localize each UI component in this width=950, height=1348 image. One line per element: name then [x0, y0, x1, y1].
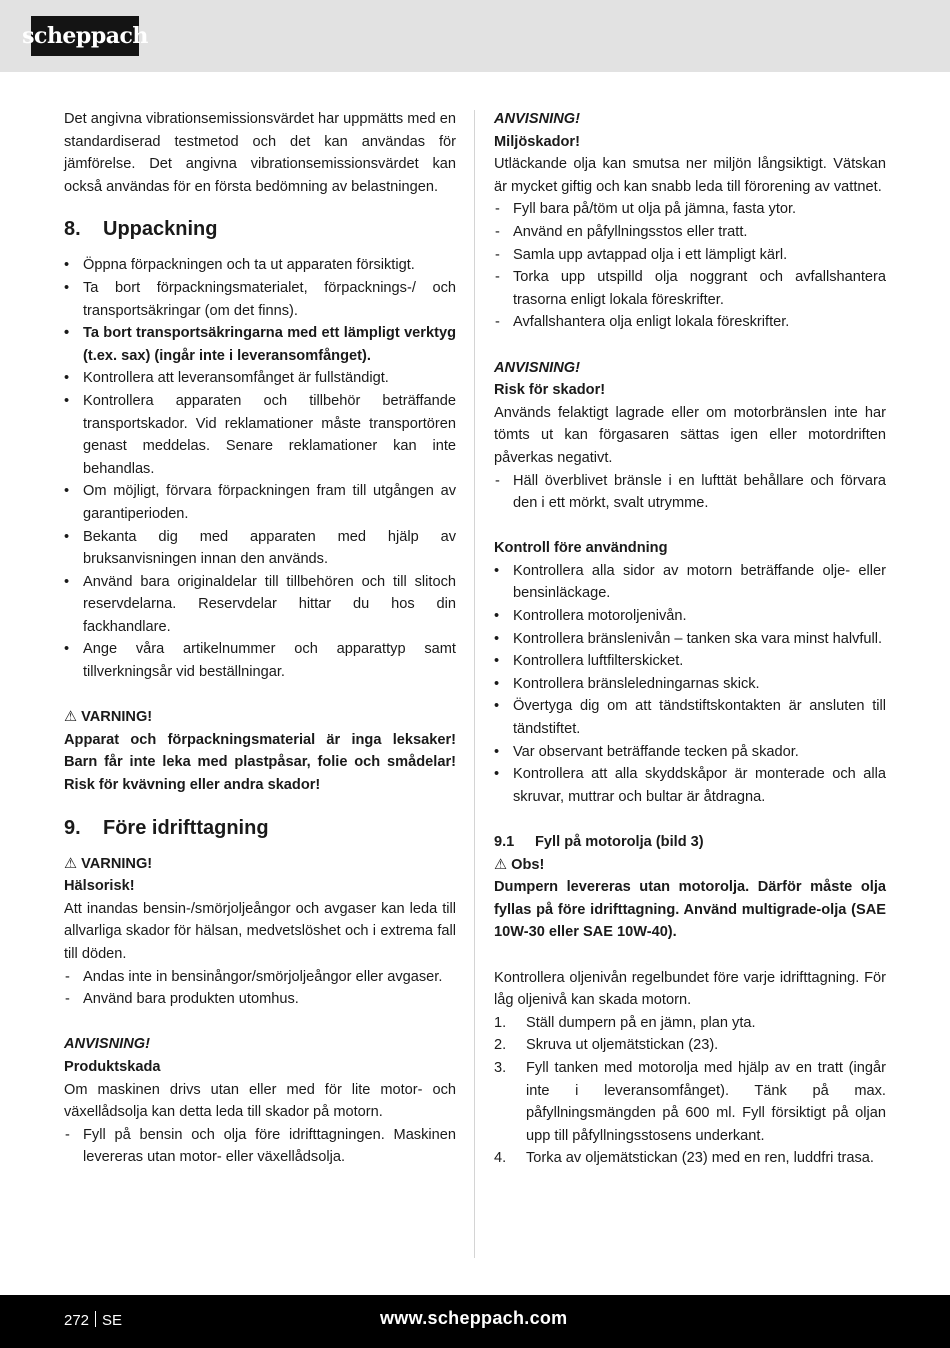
list-item: • Kontrollera att leveransomfånget är fullständigt.	[64, 367, 456, 390]
section-number: 8.	[64, 218, 81, 241]
page-header	[0, 0, 950, 72]
unpacking-list	[64, 254, 456, 683]
list-item: • Kontrollera motoroljenivån.	[494, 605, 886, 628]
notice-subtitle: Risk för skador!	[494, 382, 606, 399]
list-item: • Kontrollera luftfilterskicket.	[494, 650, 886, 673]
notice-body: Om maskinen drivs utan eller med för lite motor- och växellådsolja kan detta leda till skador på motorn.	[64, 1081, 456, 1121]
list-item: • Övertyga dig om att tändstiftskontakten är ansluten till tändstiftet.	[494, 695, 886, 740]
oil-check-paragraph: Kontrollera oljenivån regelbundet före varje idrifttagning. För låg oljenivå kan skada motorn.	[494, 969, 886, 1009]
list-item: • Öppna förpackningen och ta ut apparaten försiktigt.	[64, 254, 456, 277]
notice-title: ANVISNING!	[64, 1036, 150, 1053]
list-item: • Ta bort transportsäkringarna med ett lämpligt verktyg (t.ex. sax) (ingår inte i leveransomfånget).	[64, 322, 456, 367]
section-title: Uppackning	[103, 218, 218, 241]
column-divider	[474, 110, 475, 1258]
step-item	[494, 1147, 886, 1170]
list-item: • Använd bara originaldelar till tillbehören och till slitoch reservdelarna. Reservdelar hittar du hos din fackhandlare.	[64, 571, 456, 639]
section-9-heading	[64, 813, 456, 843]
oil-fill-steps	[494, 1012, 886, 1170]
list-item: - Andas inte in bensinångor/smörjoljeångor eller avgaser.	[64, 966, 456, 989]
section-8-heading	[64, 214, 456, 244]
step-text: Ställ dumpern på en jämn, plan yta.	[526, 1014, 756, 1031]
warning-subtitle: Hälsorisk!	[64, 878, 135, 895]
notice-subtitle: Miljöskador!	[494, 133, 580, 150]
list-item: - Fyll på bensin och olja före idrifttagningen. Maskinen levereras utan motor- eller växellådsolja.	[64, 1124, 456, 1169]
obs-title: Obs!	[511, 856, 545, 873]
page-footer	[0, 1295, 950, 1348]
list-item: - Använd bara produkten utomhus.	[64, 988, 456, 1011]
notice-subtitle: Produktskada	[64, 1058, 161, 1075]
step-text: Fyll tanken med motorolja med hjälp av en tratt (ingår inte i leveransomfånget). Tänk på max. påfyllningsmängden på 600 ml. Fyll försiktigt på oljan upp till påfyllningsstosens underkant.	[526, 1059, 886, 1144]
notice-title: ANVISNING!	[494, 359, 580, 376]
list-item: - Avfallshantera olja enligt lokala föreskrifter.	[494, 311, 886, 334]
list-item: • Kontrollera bränsleledningarnas skick.	[494, 673, 886, 696]
intro-paragraph: Det angivna vibrationsemissionsvärdet har uppmätts med en standardiserad testmetod och det kan användas för jämförelse. Det angivna vibrationsemissionsvärdet kan också användas för en första bedömning av belastningen.	[64, 111, 456, 195]
notice-list	[494, 470, 886, 515]
list-item: • Var observant beträffande tecken på skador.	[494, 741, 886, 764]
notice-title: ANVISNING!	[494, 111, 580, 127]
notice-list	[494, 198, 886, 334]
warning-body: Att inandas bensin-/smörjoljeångor och avgaser kan leda till allvarliga skador för hälsan, medvetslöshet och i extrema fall till döden.	[64, 900, 456, 962]
step-number: 2.	[494, 1037, 507, 1054]
check-list	[494, 560, 886, 809]
warning-triangle-icon: ⚠	[64, 855, 78, 872]
warning-title: VARNING!	[81, 855, 153, 872]
list-item: • Kontrollera att alla skyddskåpor är monterade och alla skruvar, muttrar och bultar är åtdragna.	[494, 763, 886, 808]
list-item: • Ange våra artikelnummer och apparattyp samt tillverkningsår vid beställningar.	[64, 638, 456, 683]
warning-title: VARNING!	[81, 709, 153, 726]
language-code: SE	[102, 1312, 123, 1329]
warning-list	[64, 966, 456, 1011]
list-item: • Om möjligt, förvara förpackningen fram till utgången av garantiperioden.	[64, 480, 456, 525]
page-number-value: 272	[64, 1312, 90, 1329]
notice-body: Utläckande olja kan smutsa ner miljön långsiktigt. Vätskan är mycket giftig och kan snabb leda till förorening av vattnet.	[494, 156, 886, 195]
section-title: Före idrifttagning	[103, 816, 269, 839]
step-text: Torka av oljemätstickan (23) med en ren, luddfri trasa.	[526, 1150, 874, 1167]
list-item: • Kontrollera alla sidor av motorn beträffande olje- eller bensinläckage.	[494, 560, 886, 605]
warning-heading	[64, 853, 456, 876]
step-number: 4.	[494, 1150, 507, 1167]
step-item	[494, 1034, 886, 1057]
step-item	[494, 1012, 886, 1035]
step-item	[494, 1057, 886, 1147]
section-title: Fyll på motorolja (bild 3)	[535, 834, 704, 850]
left-column	[64, 108, 456, 1169]
section-9-1-heading	[494, 831, 886, 854]
notice-list	[64, 1124, 456, 1169]
brand-logo: scheppach	[31, 16, 139, 56]
notice-body: Används felaktigt lagrade eller om motorbränslen inte har tömts ut kan förgasaren sättas igen eller motordriften påverkas negativt.	[494, 404, 886, 466]
section-number: 9.	[64, 816, 81, 839]
obs-text: Dumpern levereras utan motorolja. Därför måste olja fyllas på före idrifttagning. Använd multigrade-olja (SAE 10W-30 eller SAE 10W-40).	[494, 879, 886, 941]
list-item: - Fyll bara på/töm ut olja på jämna, fasta ytor.	[494, 198, 886, 221]
list-item: • Kontrollera apparaten och tillbehör beträffande transportskador. Vid reklamationer måste transportören genast meddelas. Senare reklamationer kan inte behandlas.	[64, 390, 456, 480]
list-item: • Ta bort förpackningsmaterialet, förpacknings-/ och transportsäkringar (om det finns).	[64, 277, 456, 322]
warning-triangle-icon: ⚠	[494, 856, 508, 873]
step-number: 1.	[494, 1014, 507, 1031]
list-item: - Samla upp avtappad olja i ett lämpligt kärl.	[494, 244, 886, 267]
list-item: - Torka upp utspilld olja noggrant och avfallshantera trasorna enligt lokala föreskrifter.	[494, 266, 886, 311]
right-column	[494, 108, 886, 1170]
list-item: • Bekanta dig med apparaten med hjälp av bruksanvisningen innan den används.	[64, 526, 456, 571]
warning-heading	[64, 706, 456, 729]
website-link[interactable]: www.scheppach.com	[380, 1308, 568, 1328]
warning-text: Apparat och förpackningsmaterial är inga leksaker! Barn får inte leka med plastpåsar, folie och smådelar! Risk för kvävning eller andra skador!	[64, 731, 456, 794]
page-number	[64, 1311, 122, 1329]
list-item: • Kontrollera bränslenivån – tanken ska vara minst halvfull.	[494, 628, 886, 651]
check-heading: Kontroll före användning	[494, 540, 668, 557]
footer-separator	[95, 1311, 96, 1327]
list-item: - Häll överblivet bränsle i en lufttät behållare och förvara den i ett mörkt, svalt utrymme.	[494, 470, 886, 515]
list-item: - Använd en påfyllningsstos eller tratt.	[494, 221, 886, 244]
warning-triangle-icon: ⚠	[64, 709, 78, 726]
obs-heading	[494, 854, 886, 877]
step-text: Skruva ut oljemätstickan (23).	[526, 1037, 719, 1054]
section-number: 9.1	[494, 834, 515, 850]
step-number: 3.	[494, 1059, 507, 1076]
